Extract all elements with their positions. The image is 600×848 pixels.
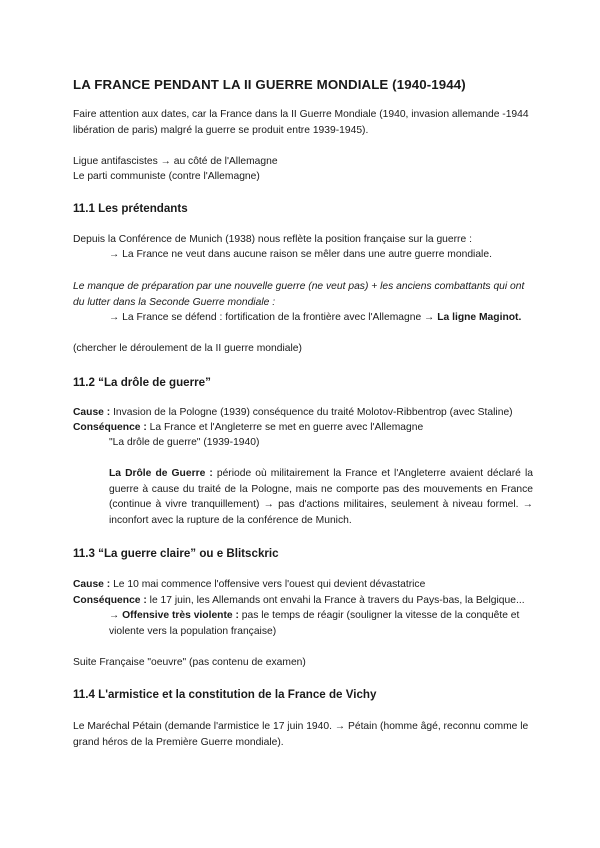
consequence-label: Conséquence : [73, 422, 147, 433]
consequence-text: le 17 juin, les Allemands ont envahi la France à travers du Pays-bas, la Belgique... [146, 595, 525, 606]
chercher-line: (chercher le déroulement de la II guerre mondiale) [73, 343, 302, 354]
cause-text: Invasion de la Pologne (1939) conséquence du traité Molotov-Ribbentrop (avec Staline) [110, 407, 513, 418]
drole-quote-line: "La drôle de guerre" (1939-1940) [109, 437, 260, 448]
cause-label: Cause : [73, 407, 111, 418]
petain-paragraph: Le Maréchal Pétain (demande l'armistice le 17 juin 1940. → Pétain (homme âgé, reconnu comme le grand héros de la Première Guerre mondiale). [73, 721, 529, 748]
defend-text: → La France se défend : fortification de la frontière avec l'Allemagne → [109, 312, 438, 323]
suite-line: Suite Française "oeuvre" (pas contenu de examen) [73, 657, 306, 668]
page-title: LA FRANCE PENDANT LA II GUERRE MONDIALE (1940-1944) [73, 77, 466, 92]
definition-label: La Drôle de Guerre : [109, 468, 213, 479]
munich-sub-line: → La France ne veut dans aucune raison se mêler dans une autre guerre mondiale. [109, 249, 492, 260]
consequence-text: La France et l'Angleterre se met en guerre avec l'Allemagne [146, 422, 424, 433]
drole-definition-paragraph [73, 466, 533, 528]
intro-paragraph: Faire attention aux dates, car la France dans la II Guerre Mondiale (1940, invasion allemande -1944 libération de paris) malgré la guerre se produit entre 1939-1945). [73, 109, 529, 136]
defend-line [73, 310, 569, 326]
cause-line-11-2 [73, 405, 533, 421]
arrow-glyph: → [109, 610, 123, 621]
offensive-paragraph [73, 608, 533, 639]
section-heading-11-3: 11.3 “La guerre claire” ou e Blitsckric [73, 547, 279, 560]
consequence-line-11-3 [73, 593, 533, 609]
definition-text: période où militairement la France et l'Angleterre avaient déclaré la guerre à cause du traité de la Pologne, mais ne comporte pas des mouvements en France (continue à vivre tranquillement) → pas d'actions militaires, seulement à niveau formel. → inconfort avec la rupture de la conférence de Munich. [109, 468, 533, 526]
maginot-text: La ligne Maginot. [437, 312, 522, 323]
consequence-line-11-2 [73, 420, 533, 436]
parti-line: Le parti communiste (contre l'Allemagne) [73, 171, 260, 182]
consequence-label: Conséquence : [73, 595, 147, 606]
section-heading-11-4: 11.4 L'armistice et la constitution de la France de Vichy [73, 688, 377, 701]
cause-label: Cause : [73, 579, 111, 590]
offensive-text: pas le temps de réagir (souligner la vitesse de la conquête et violente vers la population française) [109, 610, 520, 637]
munich-line: Depuis la Conférence de Munich (1938) nous reflète la position française sur la guerre : [73, 234, 472, 245]
ligue-line: Ligue antifascistes → au côté de l'Allemagne [73, 156, 278, 167]
section-heading-11-1: 11.1 Les prétendants [73, 202, 188, 215]
offensive-label: Offensive très violente : [122, 610, 239, 621]
cause-text: Le 10 mai commence l'offensive vers l'ouest qui devient dévastatrice [110, 579, 426, 590]
section-heading-11-2: 11.2 “La drôle de guerre” [73, 376, 211, 389]
cause-line-11-3 [73, 577, 533, 593]
manque-paragraph: Le manque de préparation par une nouvelle guerre (ne veut pas) + les anciens combattants qui ont du lutter dans la Seconde Guerre mondiale : [73, 281, 525, 308]
